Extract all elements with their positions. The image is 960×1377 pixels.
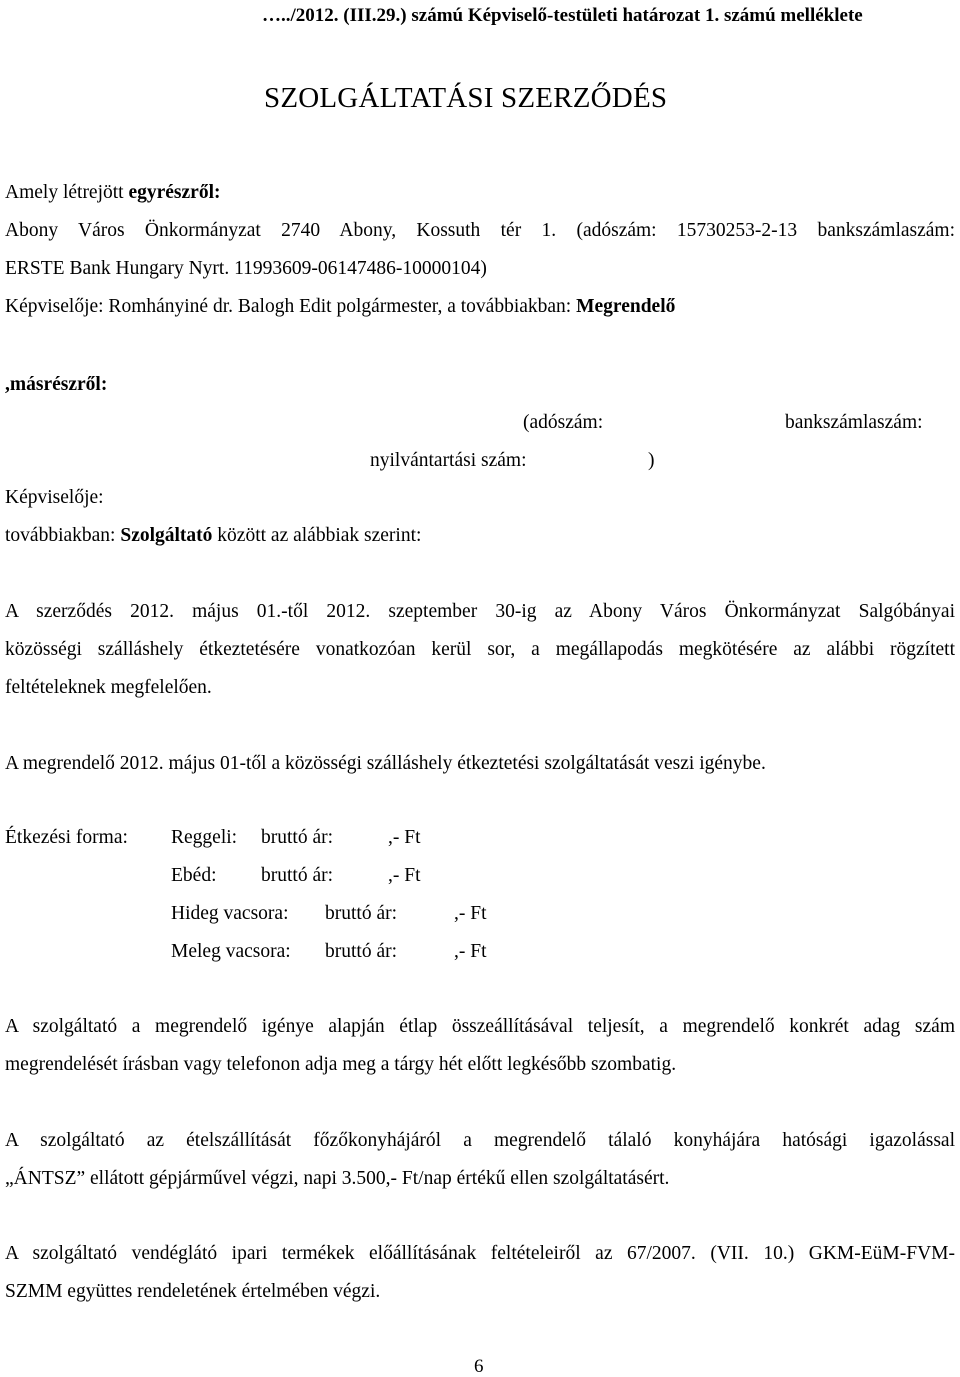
document-title: SZOLGÁLTATÁSI SZERZŐDÉS <box>264 82 668 114</box>
provider-label: Szolgáltató <box>120 525 213 546</box>
p1-line3: feltételeknek megfelelően. <box>5 677 212 698</box>
party1-representative: Képviselője: Romhányiné dr. Balogh Edit polgármester, a továbbiakban: <box>5 296 577 317</box>
p5-line2: SZMM együttes rendeletének értelmében végzi. <box>5 1281 381 1302</box>
parties-intro-bold: egyrészről: <box>128 182 221 203</box>
p5-line1: A szolgáltató vendéglátó ipari termékek előállításának feltételeiről az 67/2007. (VII. 10.) GKM-EüM-FVM- <box>5 1243 955 1264</box>
breakfast-name: Reggeli: <box>171 827 238 848</box>
cold-dinner-price-label: bruttó ár: <box>325 903 398 924</box>
registry-paren-close: ) <box>648 450 655 471</box>
p1-line1: A szerződés 2012. május 01.-től 2012. szeptember 30-ig az Abony Város Önkormányzat Salgóbányai <box>5 601 955 622</box>
registry-number-label: nyilvántartási szám: <box>370 450 527 471</box>
lunch-name: Ebéd: <box>171 865 217 886</box>
party1-line3 <box>5 297 675 317</box>
p3-line1: A szolgáltató a megrendelő igénye alapján étlap összeállításával teljesít, a megrendelő konkrét adag szám <box>5 1016 955 1037</box>
p4-line1: A szolgáltató az ételszállítását főzőkonyhájáról a megrendelő tálaló konyhájára hatósági igazolással <box>5 1130 955 1151</box>
party1-line2: ERSTE Bank Hungary Nyrt. 11993609-06147486-10000104) <box>5 258 487 279</box>
warm-dinner-name: Meleg vacsora: <box>171 941 291 962</box>
lunch-price: ,- Ft <box>388 865 421 886</box>
warm-dinner-price-label: bruttó ár: <box>325 941 398 962</box>
other-party-label: ,másrészről: <box>5 374 108 395</box>
document-header: …../2012. (III.29.) számú Képviselő-testületi határozat 1. számú melléklete <box>262 5 863 26</box>
provider-representative-label: Képviselője: <box>5 487 104 508</box>
customer-label: Megrendelő <box>576 296 676 317</box>
provider-line <box>5 526 421 546</box>
provider-line-suffix: között az alábbiak szerint: <box>212 525 422 546</box>
bank-account-label: bankszámlaszám: <box>785 412 923 433</box>
cold-dinner-name: Hideg vacsora: <box>171 903 289 924</box>
provider-line-prefix: továbbiakban: <box>5 525 121 546</box>
warm-dinner-price: ,- Ft <box>454 941 487 962</box>
meal-form-label: Étkezési forma: <box>5 827 128 848</box>
breakfast-price-label: bruttó ár: <box>261 827 334 848</box>
p1-line2: közösségi szálláshely étkeztetésére vonatkozóan kerül sor, a megállapodás megkötésére az alábbi rögzített <box>5 639 955 660</box>
party1-line1: Abony Város Önkormányzat 2740 Abony, Kossuth tér 1. (adószám: 15730253-2-13 bankszámlaszám: <box>5 220 955 241</box>
breakfast-price: ,- Ft <box>388 827 421 848</box>
parties-intro <box>5 183 221 203</box>
lunch-price-label: bruttó ár: <box>261 865 334 886</box>
tax-number-label: (adószám: <box>523 412 604 433</box>
p2-text: A megrendelő 2012. május 01-től a közösségi szálláshely étkeztetési szolgáltatását veszi igénybe. <box>5 753 766 774</box>
p4-line2: „ÁNTSZ” ellátott gépjárművel végzi, napi 3.500,- Ft/nap értékű ellen szolgáltatásért. <box>5 1168 670 1189</box>
p3-line2: megrendelését írásban vagy telefonon adja meg a tárgy hét előtt legkésőbb szombatig. <box>5 1054 677 1075</box>
page-number: 6 <box>474 1356 484 1377</box>
cold-dinner-price: ,- Ft <box>454 903 487 924</box>
parties-intro-text: Amely létrejött <box>5 182 129 203</box>
